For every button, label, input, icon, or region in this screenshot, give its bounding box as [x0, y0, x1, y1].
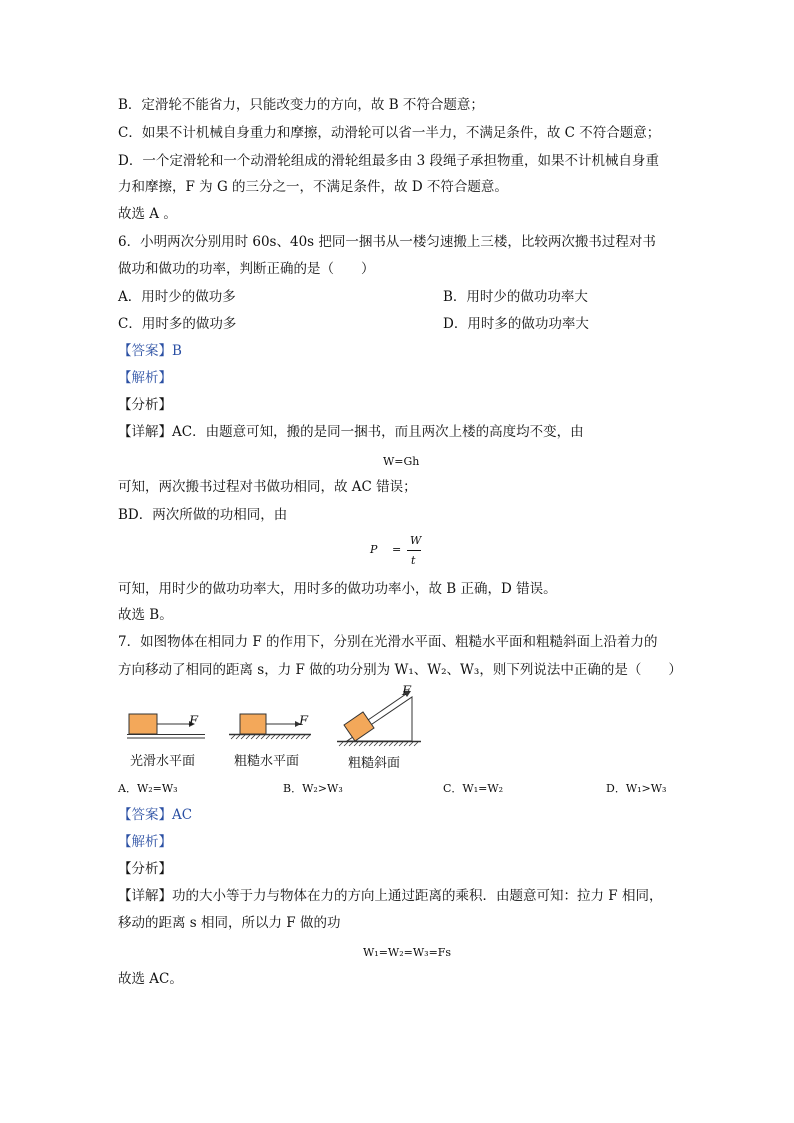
force-arrow-shaft: [368, 694, 406, 720]
q5-option-c-explanation: C．如果不计机械自身重力和摩擦，动滑轮可以省一半力，不满足条件，故 C 不符合题意；: [118, 125, 661, 141]
q7-option-d: D．W₁>W₃: [606, 782, 667, 795]
q5-option-d-explanation-line1: D．一个定滑轮和一个动滑轮组成的滑轮组最多由 3 段绳子承担物重，如果不计机械自身重: [118, 153, 659, 169]
caption-smooth: 光滑水平面: [130, 754, 196, 769]
q6-conclusion: 故选 B。: [118, 607, 173, 623]
q7-conclusion: 故选 AC。: [118, 971, 183, 987]
block: [129, 714, 157, 734]
q5-option-d-explanation-line2: 力和摩擦，F 为 G 的三分之一，不满足条件，故 D 不符合题意。: [118, 179, 508, 195]
caption-incline: 粗糙斜面: [348, 756, 401, 771]
q7-stem-line2: 方向移动了相同的距离 s，力 F 做的功分别为 W₁、W₂、W₃，则下列说法中正确的是（ ）: [118, 662, 682, 678]
q6-answer: 【答案】B: [118, 343, 182, 359]
fraction-bar: [407, 550, 421, 551]
q6-option-a: A．用时少的做功多: [118, 289, 236, 305]
q6-stem-line2: 做功和做功的功率，判断正确的是（ ）: [118, 261, 375, 277]
q7-answer: 【答案】AC: [118, 807, 193, 823]
q6-option-d: D．用时多的做功功率大: [443, 316, 589, 332]
q7-stem-line1: 7．如图物体在相同力 F 的作用下，分别在光滑水平面、粗糙水平面和粗糙斜面上沿着力的: [118, 634, 658, 650]
force-label: F: [299, 714, 309, 729]
formula-power-p: P: [370, 543, 378, 556]
q6-detail-line3: BD．两次所做的功相同，由: [118, 507, 288, 523]
q7-option-a: A．W₂=W₃: [118, 782, 178, 795]
q5-option-b-explanation: B．定滑轮不能省力，只能改变力的方向，故 B 不符合题意；: [118, 97, 484, 113]
force-label: F: [189, 714, 199, 729]
q7-detail-line2: 移动的距离 s 相同，所以力 F 做的功: [118, 915, 341, 931]
formula-denominator-t: t: [411, 554, 416, 567]
q6-option-c: C．用时多的做功多: [118, 316, 237, 332]
q6-detail-line2: 可知，两次搬书过程对书做功相同，故 AC 错误；: [118, 479, 417, 495]
block: [344, 712, 374, 741]
q7-fenxi-heading: 【分析】: [118, 861, 172, 877]
q6-stem-line1: 6．小明两次分别用时 60s、40s 把同一捆书从一楼匀速搬上三楼，比较两次搬书过程对书: [118, 234, 656, 250]
caption-rough: 粗糙水平面: [234, 754, 300, 769]
q6-detail-line4: 可知，用时少的做功功率大，用时多的做功功率小，故 B 正确，D 错误。: [118, 581, 557, 597]
q7-option-c: C．W₁=W₂: [443, 782, 504, 795]
formula-numerator-w: W: [410, 534, 422, 547]
ground-hatching: [231, 735, 310, 739]
rough-surface-diagram: [229, 712, 324, 748]
force-label: F: [402, 684, 412, 699]
q6-analysis-heading: 【解析】: [118, 370, 172, 386]
q7-analysis-heading: 【解析】: [118, 834, 172, 850]
q6-formula-work: W=Gh: [383, 455, 420, 468]
ground-hatching: [339, 742, 418, 746]
block: [240, 714, 266, 734]
q7-detail-line1: 【详解】功的大小等于力与物体在力的方向上通过距离的乘积．由题意可知：拉力 F 相同，: [118, 888, 663, 904]
q5-conclusion: 故选 A 。: [118, 206, 177, 222]
smooth-surface-diagram: [127, 712, 222, 748]
q7-option-b: B．W₂>W₃: [283, 782, 343, 795]
incline-diagram: [337, 685, 432, 747]
q6-detail-line1: 【详解】AC．由题意可知，搬的是同一捆书，而且两次上楼的高度均不变，由: [118, 424, 584, 440]
formula-equals: =: [392, 543, 402, 556]
q6-fenxi-heading: 【分析】: [118, 397, 172, 413]
q6-option-b: B．用时少的做功功率大: [443, 289, 588, 305]
q7-formula: W₁=W₂=W₃=Fs: [363, 946, 452, 959]
